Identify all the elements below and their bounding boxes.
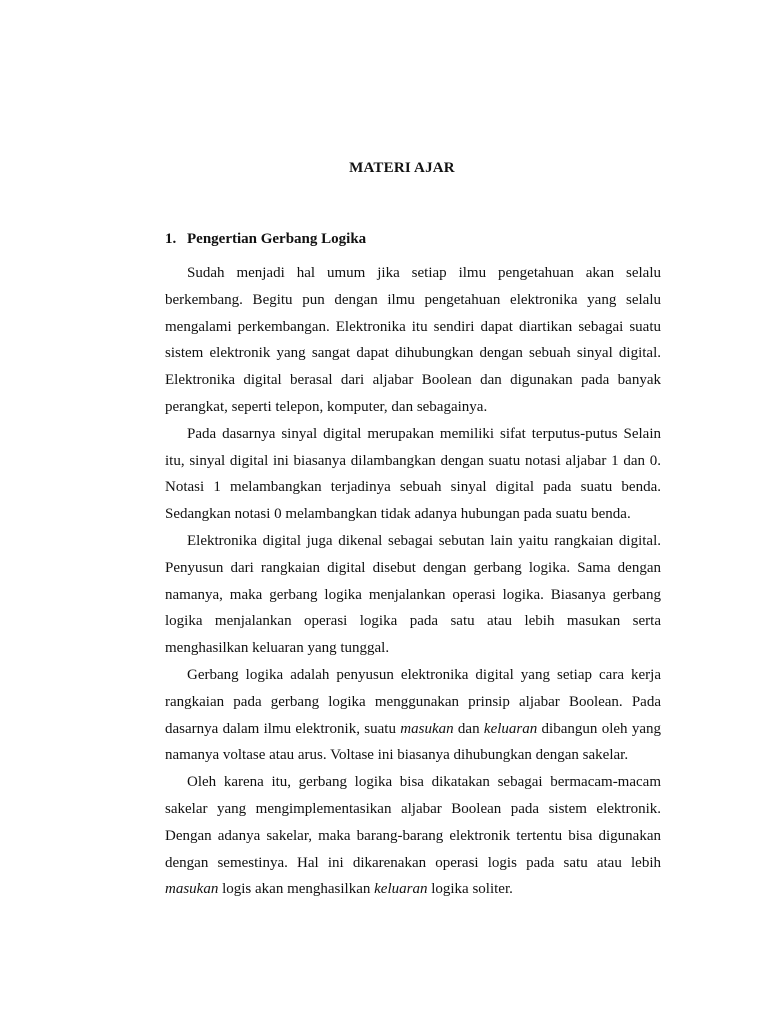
paragraph-4-text-c: dibangun oleh yang namanya voltase atau arus. Voltase ini biasanya dihubungkan dengan sakelar. bbox=[165, 720, 661, 764]
paragraph-5-text-c: logika soliter. bbox=[427, 881, 513, 898]
paragraph-4 bbox=[165, 662, 661, 769]
paragraph-4-text-b: dan bbox=[453, 720, 484, 737]
paragraph-4-emphasis-2: keluaran bbox=[483, 720, 538, 737]
paragraph-1: Sudah menjadi hal umum jika setiap ilmu pengetahuan akan selalu berkembang. Begitu pun dengan ilmu pengetahuan elektronika yang selalu mengalami perkembangan. Elektronika itu sendiri dapat diartikan sebagai suatu sistem elektronik yang sangat dapat dihubungkan dengan sebuah sinyal digital. Elektronika digital berasal dari aljabar Boolean dan digunakan pada banyak perangkat, seperti telepon, komputer, dan sebagainya. bbox=[165, 265, 661, 415]
paragraph-3: Elektronika digital juga dikenal sebagai sebutan lain yaitu rangkaian digital. Penyusun dari rangkaian digital disebut dengan gerbang logika. Sama dengan namanya, maka gerbang logika menjalankan operasi logika. Biasanya gerbang logika menjalankan operasi logika pada satu atau lebih masukan serta menghasilkan keluaran yang tunggal. bbox=[165, 532, 661, 657]
paragraph-5-emphasis-1: masukan bbox=[165, 881, 219, 898]
paragraph-5-text-b: logis akan menghasilkan bbox=[218, 881, 375, 898]
document-title: MATERI AJAR bbox=[349, 160, 455, 176]
paragraph-5-text-a: Oleh karena itu, gerbang logika bisa dikatakan sebagai bermacam-macam sakelar yang mengimplementasikan aljabar Boolean pada sistem elektronik. Dengan adanya sakelar, maka barang-barang elektronik tertentu bisa digunakan dengan semestinya. Hal ini dikarenakan operasi logis pada satu atau lebih bbox=[165, 774, 661, 871]
paragraph-5-emphasis-2: keluaran bbox=[374, 881, 428, 898]
section-heading bbox=[165, 229, 661, 249]
paragraph-2: Pada dasarnya sinyal digital merupakan memiliki sifat terputus-putus Selain itu, sinyal digital ini biasanya dilambangkan dengan suatu notasi aljabar 1 dan 0. Notasi 1 melambangkan terjadinya sebuah sinyal digital pada suatu benda. Sedangkan notasi 0 melambangkan tidak adanya hubungan pada suatu benda. bbox=[165, 425, 661, 523]
section-1 bbox=[165, 229, 661, 903]
paragraph-4-emphasis-1: masukan bbox=[400, 720, 454, 737]
paragraph-5 bbox=[165, 769, 661, 903]
paragraph-4-text-a: Gerbang logika adalah penyusun elektronika digital yang setiap cara kerja rangkaian pada gerbang logika menggunakan prinsip aljabar Boolean. Pada dasarnya dalam ilmu elektronik, suatu bbox=[165, 666, 661, 737]
section-number: 1. bbox=[165, 231, 177, 247]
section-heading-text: Pengertian Gerbang Logika bbox=[187, 231, 367, 247]
